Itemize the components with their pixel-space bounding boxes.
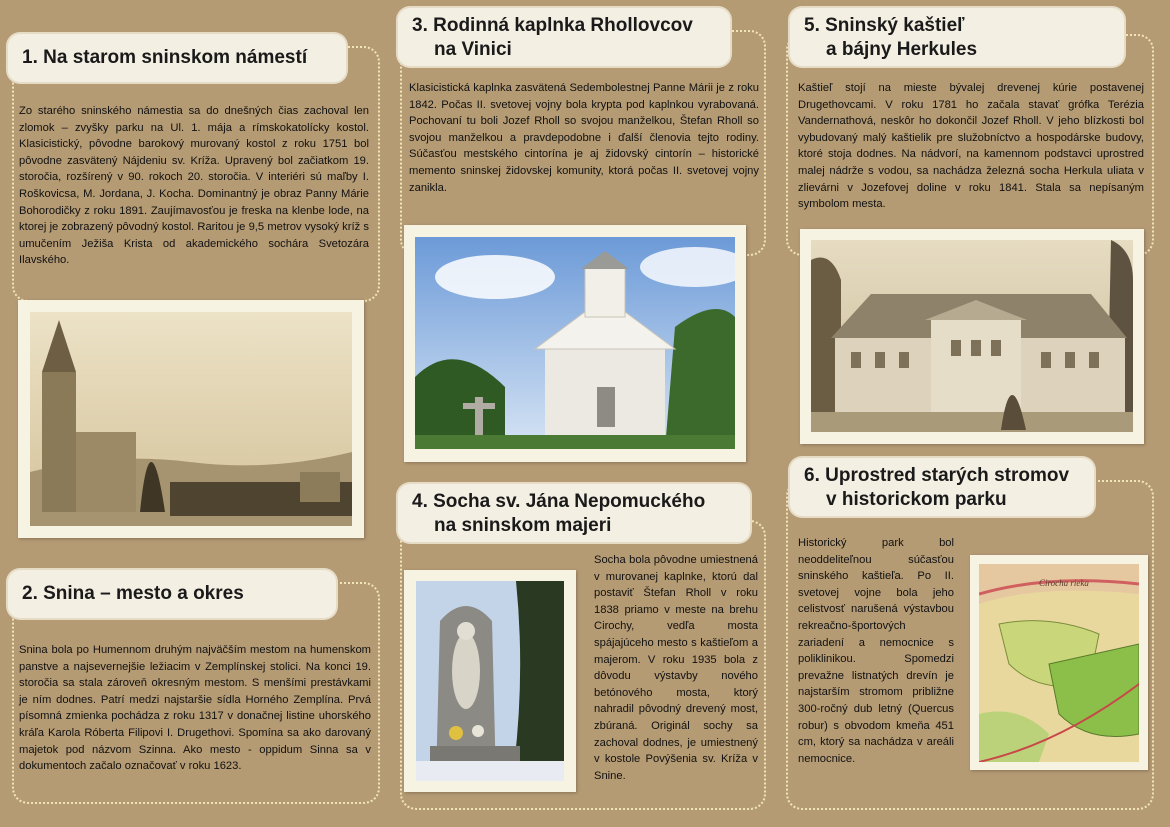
historic-park-map <box>979 564 1139 762</box>
section-3-title-line1: 3. Rodinná kaplnka Rhollovcov <box>412 15 693 36</box>
section-5-title-line2: a bájny Herkules <box>826 39 978 60</box>
section-6-photo <box>970 555 1148 770</box>
saint-statue-photo <box>416 581 564 781</box>
old-square-church-photo <box>30 312 352 526</box>
section-5-title <box>790 8 1124 66</box>
section-4-title <box>398 484 750 542</box>
section-6-title-line1: 6. Uprostred starých stromov <box>804 465 1070 486</box>
section-4-title-line1: 4. Socha sv. Jána Nepomuckého <box>412 491 706 512</box>
section-3-text: Klasicistická kaplnka zasvätená Sedembolestnej Panne Márii je z roku 1842. Počas II. svetovej vojny bola krypta pod kaplnkou vyrabovaná. Pochovaní tu boli Jozef Rholl so svojou manželkou, Štefan Rholl so svojou manželkou a pravdepodobne i ďalší členovia tejto rodiny. Súčasťou mestského cintorína je aj židovský cintorín – historické memento sninskej židovskej komunity, ktorá počas II. svetovej vojny zanikla. <box>409 82 759 194</box>
section-3-photo <box>404 225 746 462</box>
section-5-text: Kaštieľ stojí na mieste bývalej drevenej kúrie postavenej Drugethovcami. V roku 1781 ho začala stavať grófka Terézia Vandernathová, neskôr ho dokončil Jozef Rholl. V jeho blízkosti bol vybudovaný malý kaštielik pre služobníctvo a hospodárske budovy, ktoré stoja dodnes. Na nádvorí, na kamennom podstavci uprostred malej nádrže s vodou, sa nachádza železná socha Herkula uliata v zlievárni v Jozefovej doline v roku 1841. Stala sa nepísaným symbolom mesta. <box>798 82 1144 211</box>
chapel-photo <box>415 237 735 449</box>
section-6-title <box>790 458 1094 516</box>
section-2-text: Snina bola po Humennom druhým najväčším mestom na humenskom panstve a najsevernejšie ležiacim v Zemplínskej stolici. Na konci 19. storočia sa stala zároveň okresným mestom. S menšími prestávkami je ním dodnes. Patrí medzi najstaršie sídla Horného Zemplína. Prvá písomná zmienka pochádza z roku 1317 v donačnej listine uhorského kráľa Karola Róberta Filipovi I. Drugethovi. Spomína sa ako darovaný majetok pod názvom Szinna. Ako mesto - oppidum Sinna sa v dokumentoch začalo označovať v roku 1623. <box>19 644 371 773</box>
section-1-title <box>8 34 346 82</box>
section-5-title-line1: 5. Sninský kaštieľ <box>804 15 965 36</box>
section-2-title <box>8 570 336 618</box>
section-4-title-line2: na sninskom majeri <box>434 515 612 536</box>
section-5-photo <box>800 229 1144 444</box>
section-6-title-line2: v historickom parku <box>826 489 1007 510</box>
section-1-title-text: 1. Na starom sninskom námestí <box>22 47 308 68</box>
section-6-text: Historický park bol neoddeliteľnou súčasťou sninského kaštieľa. Po II. svetovej vojne bola jeho celistvosť narušená výstavbou rekreačno-športových zariadení a nemocnice s poliklinikou. Spomedzi prevažne listnatých drevín je najstarším stromom približne 300-ročný dub letný (Quercus robur) s obvodom kmeňa 451 cm, ktorý sa nachádza v areáli nemocnice. <box>798 537 954 765</box>
section-3-title <box>398 8 730 66</box>
map-label: Cirocha rieka <box>1039 578 1089 588</box>
section-4-photo <box>404 570 576 792</box>
section-1-text: Zo starého sninského námestia sa do dnešných čias zachoval len zlomok – zvyšky parku na Ul. 1. mája a rímskokatolícky kostol. Klasicistický, pôvodne barokový murovaný kostol z roku 1751 bol pôvodne zasvätený Nájdeniu sv. Kríža. Upravený bol začiatkom 19. storočia, rozšírený v 90. rokoch 20. storočia. V interiéri sú maľby I. Roškovicsa, M. Jordana, J. Kocha. Dominantný je obraz Panny Márie Bohorodičky z roku 1891. Zaujímavosťou je freska na klenbe lode, na ktorej je zobrazený pôvodný kostol. Raritou je 9,5 metrov vysoký kríž s umučením Ježiša Krista od akademického sochára Svetozára Ilavského. <box>19 105 369 267</box>
section-4-text: Socha bola pôvodne umiestnená v murovanej kaplnke, ktorú dal postaviť Štefan Rholl v roku 1838 priamo v meste na brehu Cirochy, vedľa mosta spájajúceho mesto s kaštieľom a majerom. V roku 1935 bola z dôvodu výstavby nového betónového mosta, ktorý nahradil pôvodný drevený most, zbúraná. Originál sochy sa zachoval dodnes, je umiestnený v kostole Povýšenia sv. Kríža v Snine. <box>594 554 758 782</box>
section-3-title-line2: na Vinici <box>434 39 512 60</box>
section-2-title-text: 2. Snina – mesto a okres <box>22 583 244 604</box>
section-1-photo <box>18 300 364 538</box>
manor-house-photo <box>811 240 1133 432</box>
